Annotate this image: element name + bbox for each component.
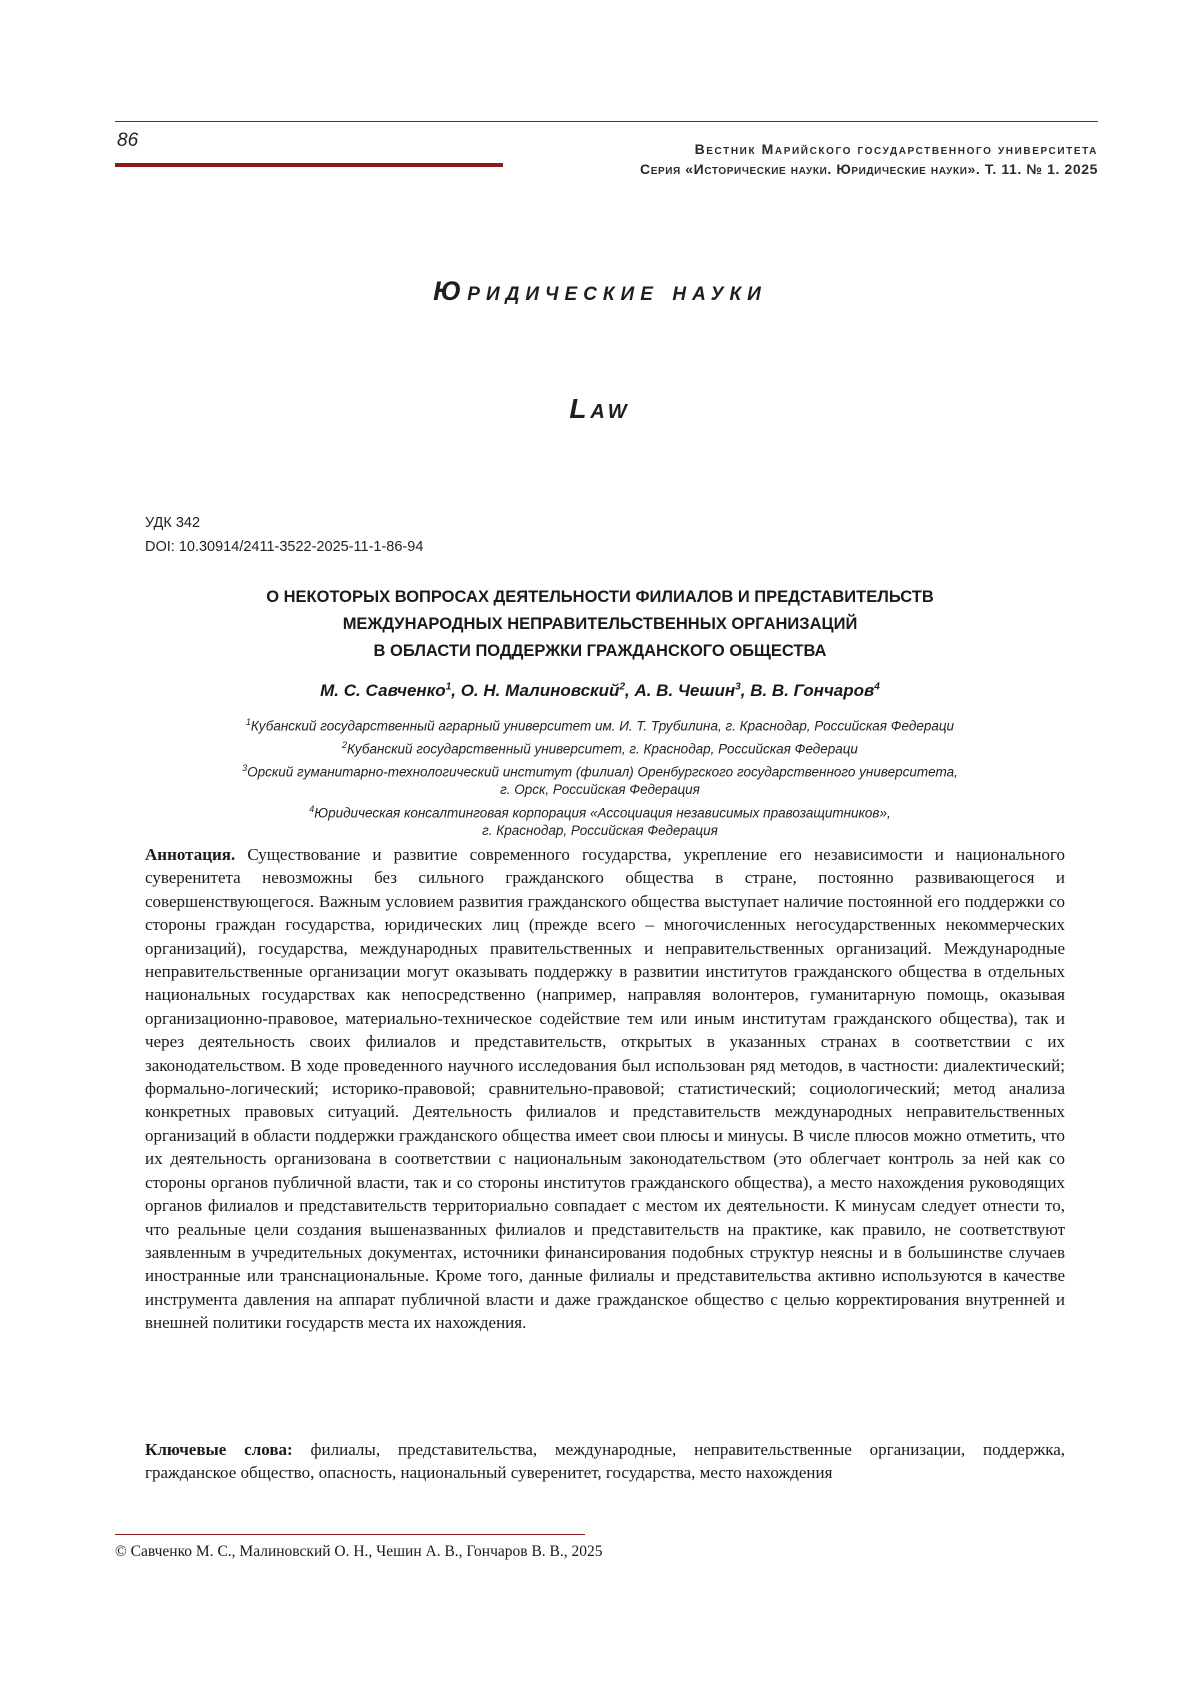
journal-series: Серия «Исторические науки. Юридические науки». Т. 11. № 1. 2025 — [639, 161, 1098, 177]
article-meta — [145, 511, 423, 559]
affiliation-text: Юридическая консалтинговая корпорация «Ассоциация независимых правозащитников», — [314, 805, 891, 821]
header-accent-bar — [115, 163, 503, 167]
section-title-en: Law — [569, 393, 631, 424]
article-title-line: МЕЖДУНАРОДНЫХ НЕПРАВИТЕЛЬСТВЕННЫХ ОРГАНИЗАЦИЙ — [342, 615, 858, 633]
author-affiliation-mark: 2 — [619, 681, 625, 693]
keywords-text: филиалы, представительства, международные, неправительственные организации, поддержка, гражданское общество, опасность, национальный суверенитет, государства, место нахождения — [145, 1440, 1066, 1483]
affiliation-mark: 2 — [342, 739, 348, 750]
affiliation-line — [0, 759, 1200, 782]
affiliation-text: Орский гуманитарно-технологический институт (филиал) Оренбургского государственного университета, — [247, 764, 958, 780]
affiliation-line — [0, 822, 1200, 840]
journal-header — [640, 139, 1098, 179]
affiliation-line — [0, 713, 1200, 736]
affiliation-list — [0, 713, 1200, 841]
affiliation-mark: 4 — [309, 803, 315, 814]
doi: DOI: 10.30914/2411-3522-2025-11-1-86-94 — [145, 539, 424, 555]
author-affiliation-mark: 4 — [874, 681, 880, 693]
author-affiliation-mark: 1 — [445, 681, 452, 693]
affiliation-text: г. Орск, Российская Федерация — [500, 782, 700, 798]
affiliation-line — [0, 800, 1200, 823]
author-name: О. Н. Малиновский — [460, 681, 620, 700]
affiliation-mark: 1 — [245, 717, 251, 727]
affiliation-line — [0, 736, 1200, 759]
article-title-line: В ОБЛАСТИ ПОДДЕРЖКИ ГРАЖДАНСКОГО ОБЩЕСТВА — [373, 642, 827, 660]
section-title-ru: Юридические науки — [433, 276, 767, 306]
affiliation-text: г. Краснодар, Российская Федерация — [482, 823, 718, 839]
keywords-label: Ключевые слова: — [145, 1440, 293, 1459]
author-name: А. В. Чешин — [634, 681, 736, 700]
abstract-text: Существование и развитие современного государства, укрепление его независимости и национального суверенитета невозможны без сильного гражданского общества в стране, постоянно развивающегося и совершенствующегося. Важным условием развития гражданского общества выступает наличие постоянной его поддержки со стороны граждан государства, юридических лиц (прежде всего – многочисленных негосударственных некоммерческих организаций), государства, международных правительственных и неправительственных организаций. Международные неправительственные организации могут оказывать поддержку в развитии институтов гражданского общества в отдельных национальных государствах как непосредственно (например, направляя волонтеров, гуманитарную помощь, оказывая организационно-правовое, материально-техническое содействие тем или иным институтам гражданского общества), так и через деятельность своих филиалов и представительств, открытых в указанных странах в соответствии с их законодательством. В ходе проведенного научного исследования был использован ряд методов, в частности: диалектический; формально-логический; историко-правовой; сравнительно-правовой; статистический; социологический; метод анализа конкретных правовых ситуаций. Деятельность филиалов и представительств международных неправительственных организаций в области поддержки гражданского общества имеет свои плюсы и минусы. В числе плюсов можно отметить, что их деятельность организована в соответствии с национальным законодательством (это облегчает контроль за ней как со стороны органов публичной власти, так и со стороны институтов гражданского общества), а место нахождения руководящих органов филиалов и представительств территориально совпадает с местом их деятельности. К минусам следует отнести то, что реальные цели создания вышеназванных филиалов и представительств на практике, как правило, не соответствуют заявленным в учредительных документах, источники финансирования подобных структур неясны и в большинстве случаев иностранные или транснациональные. Кроме того, данные филиалы и представительства активно используются в качестве инструмента давления на аппарат публичной власти и даже гражданское общество с целью корректирования внутренней и внешней политики государств места их нахождения. — [145, 845, 1066, 1333]
affiliation-text: Кубанский государственный университет, г. Краснодар, Российская Федераци — [347, 741, 858, 757]
keywords — [145, 1438, 1065, 1485]
udk-code: УДК 342 — [145, 515, 201, 531]
page-number: 86 — [117, 130, 139, 151]
affiliation-mark: 3 — [242, 762, 248, 773]
author-affiliation-mark: 3 — [735, 681, 741, 693]
author-name: М. С. Савченко — [320, 681, 446, 700]
copyright-notice: © Савченко М. С., Малиновский О. Н., Чешин А. В., Гончаров В. В., 2025 — [115, 1543, 603, 1560]
abstract — [145, 843, 1065, 1335]
affiliation-text: Кубанский государственный аграрный университет им. И. Т. Трубилина, г. Краснодар, Российская Федераци — [250, 718, 955, 734]
author-name: В. В. Гончаров — [750, 681, 875, 700]
article-title — [0, 584, 1200, 665]
affiliation-line — [0, 781, 1200, 799]
author-list: М. С. Савченко$^1$, О. Н. Малиновский$^2$, А. В. Чешин$^3$, В. В. Гончаров$^4$ — [320, 681, 880, 700]
header-top-rule — [115, 121, 1098, 122]
abstract-label: Аннотация. — [145, 845, 236, 864]
footnote-rule — [115, 1534, 585, 1535]
journal-name: Вестник Марийского государственного университета — [694, 141, 1098, 157]
article-title-line: О НЕКОТОРЫХ ВОПРОСАХ ДЕЯТЕЛЬНОСТИ ФИЛИАЛОВ И ПРЕДСТАВИТЕЛЬСТВ — [266, 588, 934, 606]
